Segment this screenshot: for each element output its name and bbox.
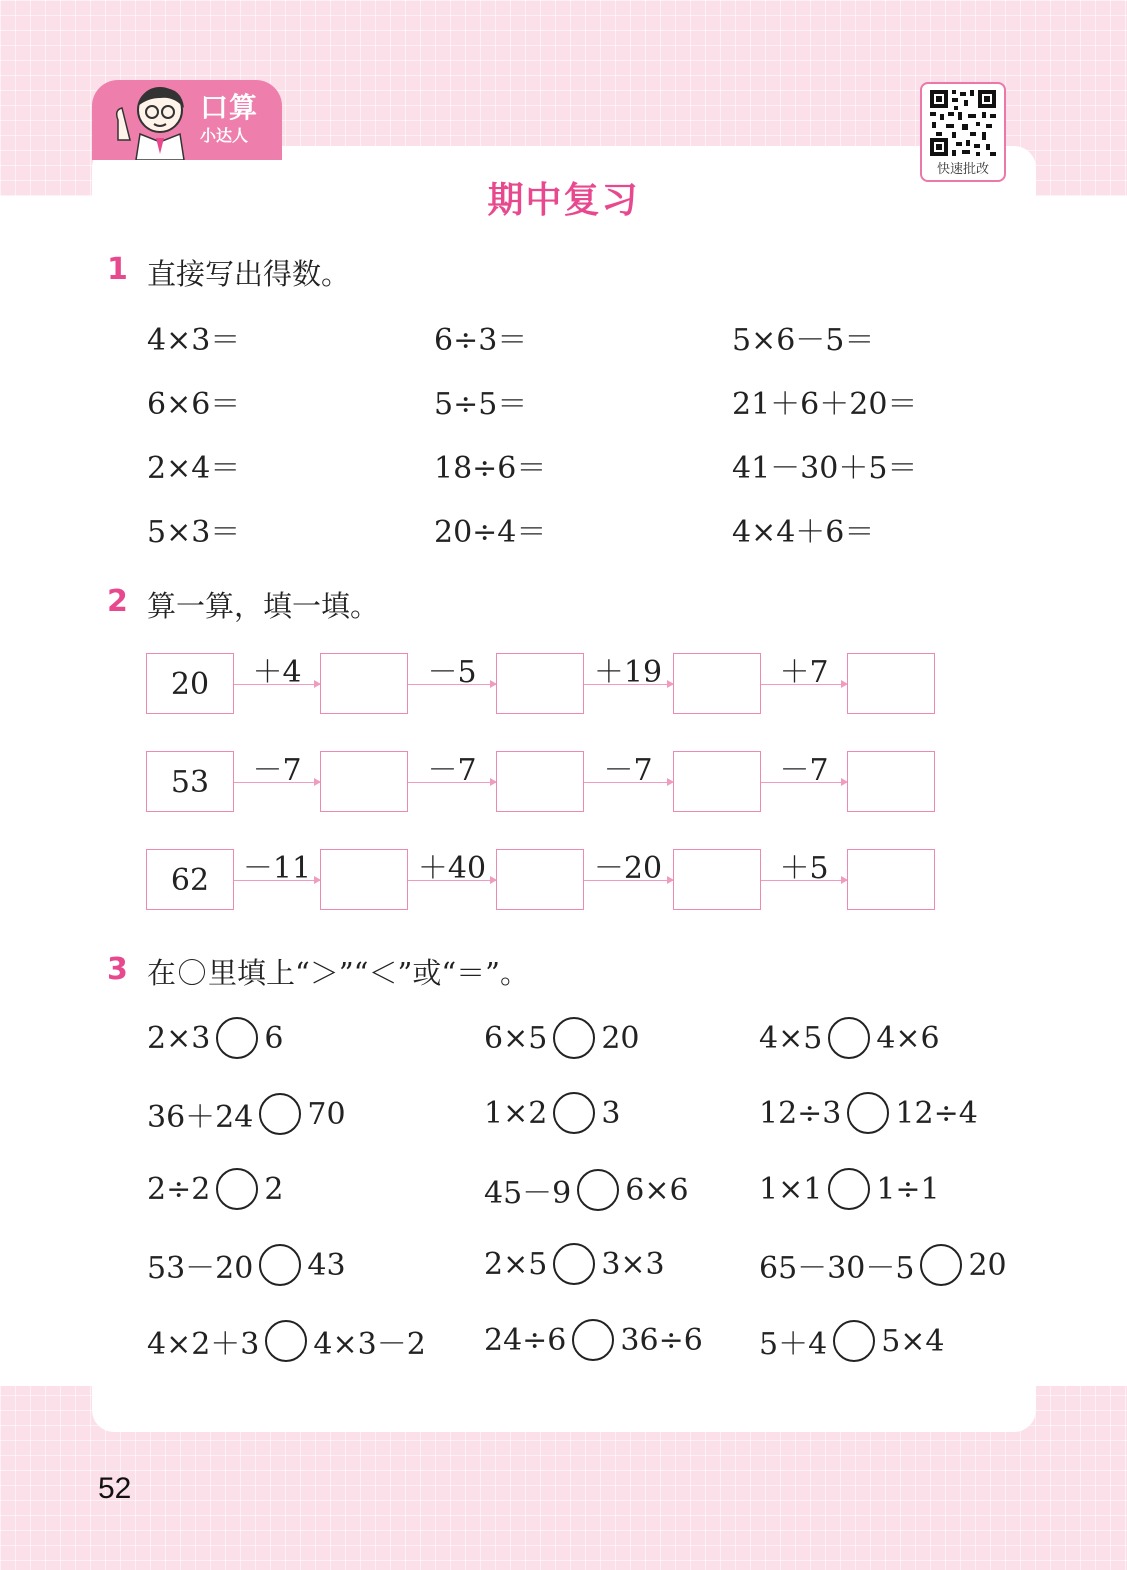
left-expr: 4×5 [759, 1020, 823, 1056]
section2-title: 算一算，填一填。 [147, 589, 380, 623]
badge-subtitle: 小达人 [200, 126, 249, 145]
compare-item [484, 1243, 665, 1285]
badge-title: 口算 [200, 91, 259, 124]
s1-expr: 21＋6＋20＝ [732, 387, 918, 422]
chain-op: －20 [593, 851, 663, 886]
chain-start-box: 53 [146, 751, 234, 812]
section1-title: 直接写出得数。 [147, 257, 351, 291]
cartoon-boy-icon [100, 80, 200, 160]
chain-op: ＋4 [252, 655, 302, 690]
left-expr: 12÷3 [759, 1095, 842, 1131]
answer-box[interactable] [320, 849, 408, 910]
compare-circle[interactable] [847, 1092, 889, 1134]
compare-circle[interactable] [553, 1017, 595, 1059]
right-expr: 20 [968, 1247, 1007, 1283]
compare-item [484, 1092, 620, 1134]
chain-start-box: 62 [146, 849, 234, 910]
right-expr: 20 [601, 1020, 640, 1056]
qr-code-icon [928, 88, 998, 158]
left-expr: 2×3 [147, 1020, 211, 1056]
chain-op: －7 [427, 753, 477, 788]
compare-circle[interactable] [259, 1093, 301, 1135]
section2-number: 2 [107, 584, 128, 619]
compare-item [147, 1319, 426, 1363]
right-expr: 12÷4 [895, 1095, 978, 1131]
chain-op: －7 [779, 753, 829, 788]
compare-circle[interactable] [216, 1017, 258, 1059]
compare-item [759, 1168, 940, 1210]
section3-number: 3 [107, 952, 128, 987]
compare-item [759, 1243, 1007, 1287]
s1-expr: 6×6＝ [147, 387, 241, 422]
left-expr: 1×2 [484, 1095, 548, 1131]
qr-caption: 快速批改 [936, 162, 989, 177]
right-expr: 3×3 [601, 1246, 665, 1282]
compare-circle[interactable] [828, 1017, 870, 1059]
s1-expr: 5×3＝ [147, 515, 241, 550]
chain-op: ＋19 [593, 655, 663, 690]
compare-item [484, 1017, 640, 1059]
s1-expr: 5÷5＝ [434, 387, 528, 422]
compare-circle[interactable] [259, 1244, 301, 1286]
s1-expr: 6÷3＝ [434, 323, 528, 358]
answer-box[interactable] [496, 653, 584, 714]
right-expr: 3 [601, 1095, 621, 1131]
right-expr: 1÷1 [876, 1171, 940, 1207]
chain-op: －7 [603, 753, 653, 788]
left-expr: 5＋4 [759, 1327, 828, 1362]
left-expr: 2÷2 [147, 1171, 211, 1207]
answer-box[interactable] [320, 653, 408, 714]
chain-op: ＋7 [779, 655, 829, 690]
compare-circle[interactable] [572, 1319, 614, 1361]
chain-op: －5 [427, 655, 477, 690]
right-expr: 4×3－2 [313, 1327, 426, 1362]
chain-op: －7 [252, 753, 302, 788]
s1-expr: 20÷4＝ [434, 515, 547, 550]
right-expr: 6 [264, 1020, 284, 1056]
compare-circle[interactable] [216, 1168, 258, 1210]
page-number: 52 [98, 1472, 132, 1505]
right-expr: 2 [264, 1171, 284, 1207]
compare-circle[interactable] [265, 1320, 307, 1362]
chain-op: ＋40 [417, 851, 487, 886]
left-expr: 65－30－5 [759, 1251, 915, 1286]
right-expr: 43 [307, 1247, 346, 1283]
s1-expr: 41－30＋5＝ [732, 451, 918, 486]
left-expr: 24÷6 [484, 1322, 567, 1358]
compare-item [759, 1017, 940, 1059]
section1-number: 1 [107, 252, 128, 287]
right-expr: 6×6 [625, 1172, 689, 1208]
compare-item [759, 1092, 978, 1134]
left-expr: 4×2＋3 [147, 1327, 260, 1362]
circle-symbol [179, 959, 205, 985]
compare-item [147, 1092, 346, 1136]
answer-box[interactable] [847, 849, 935, 910]
s1-expr: 4×4＋6＝ [732, 515, 875, 550]
left-expr: 2×5 [484, 1246, 548, 1282]
section3-title [147, 951, 529, 992]
s1-expr: 4×3＝ [147, 323, 241, 358]
answer-box[interactable] [496, 751, 584, 812]
answer-box[interactable] [673, 653, 761, 714]
chain-op: －11 [242, 851, 312, 886]
right-expr: 4×6 [876, 1020, 940, 1056]
compare-circle[interactable] [920, 1244, 962, 1286]
s1-expr: 2×4＝ [147, 451, 241, 486]
s1-expr: 18÷6＝ [434, 451, 547, 486]
compare-item [484, 1168, 689, 1212]
answer-box[interactable] [673, 849, 761, 910]
answer-box[interactable] [847, 751, 935, 812]
section3-title-prefix: 在 [147, 956, 177, 990]
qr-code-panel[interactable] [920, 82, 1006, 182]
compare-item [147, 1243, 346, 1287]
left-expr: 45－9 [484, 1176, 572, 1211]
compare-circle[interactable] [828, 1168, 870, 1210]
left-expr: 6×5 [484, 1020, 548, 1056]
answer-box[interactable] [320, 751, 408, 812]
answer-box[interactable] [496, 849, 584, 910]
compare-circle[interactable] [553, 1092, 595, 1134]
left-expr: 53－20 [147, 1251, 254, 1286]
left-expr: 36＋24 [147, 1100, 254, 1135]
right-expr: 5×4 [881, 1323, 945, 1359]
answer-box[interactable] [673, 751, 761, 812]
compare-item [147, 1168, 283, 1210]
s1-expr: 5×6－5＝ [732, 323, 875, 358]
compare-circle[interactable] [553, 1243, 595, 1285]
right-expr: 70 [307, 1096, 346, 1132]
compare-circle[interactable] [833, 1320, 875, 1362]
chain-start-box: 20 [146, 653, 234, 714]
compare-item [147, 1017, 283, 1059]
compare-circle[interactable] [577, 1169, 619, 1211]
section3-title-suffix: 里填上“＞”“＜”或“＝”。 [208, 956, 529, 990]
compare-item [484, 1319, 703, 1361]
answer-box[interactable] [847, 653, 935, 714]
compare-item [759, 1319, 945, 1363]
left-expr: 1×1 [759, 1171, 823, 1207]
page-title: 期中复习 [487, 180, 640, 221]
chain-op: ＋5 [779, 851, 829, 886]
right-expr: 36÷6 [620, 1322, 703, 1358]
